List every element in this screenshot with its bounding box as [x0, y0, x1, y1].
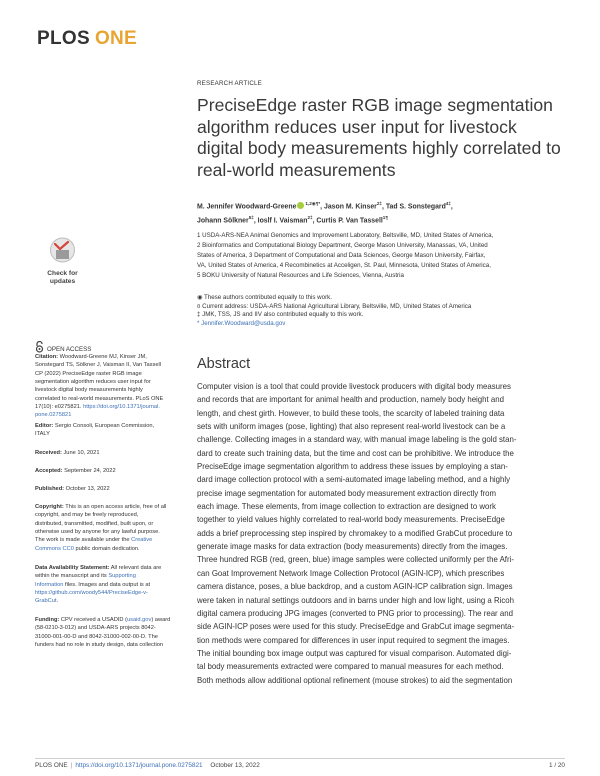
- abstract-line: precise image segmentation for automated body measurement extraction directly from: [197, 488, 497, 498]
- article-title: PreciseEdge raster RGB image segmentation algorithm reduces user input for livestock digital body measurements highly correlated to real-world measurements: [197, 95, 561, 180]
- funding-block: [35, 616, 170, 649]
- author-affiliation-marks: 2‡: [307, 214, 313, 220]
- affiliation-line: 5 BOKU University of Natural Resources and Life Sciences, Vienna, Austria: [197, 272, 404, 279]
- abstract-line: together to yield values highly correlated to real-world body measurements. PreciseEdge: [197, 515, 505, 525]
- footer-separator: [206, 762, 208, 769]
- footer-separator: |: [70, 762, 73, 769]
- journal-logo-one: ONE: [94, 28, 138, 49]
- journal-logo: [37, 28, 137, 50]
- check-for-updates-label[interactable]: [35, 270, 90, 286]
- author-name[interactable]: , Ioslf I. Vaisman: [253, 217, 308, 225]
- open-access: [35, 341, 91, 353]
- page-footer: [35, 762, 260, 769]
- journal-logo-plos: PLOS: [37, 28, 90, 49]
- received-value: June 10, 2021: [61, 450, 100, 456]
- citation-label: Citation:: [35, 354, 59, 360]
- copyright-text: distributed, transmitted, modified, built upon, or: [35, 520, 154, 527]
- note-current-address: ¤ Current address: USDA-ARS National Agricultural Library, Beltsville, MD, United States of America: [197, 302, 472, 310]
- affiliation-line: 1 USDA-ARS-NEA Animal Genomics and Improvement Laboratory, Beltsville, MD, United States of America,: [197, 232, 494, 239]
- author-affiliation-marks: 5‡: [248, 214, 254, 220]
- check-for-updates-icon[interactable]: [35, 236, 90, 296]
- accepted-date: [35, 467, 170, 475]
- affiliation-line: 2 Bioinformatics and Computational Biology Department, George Mason University, Manassas, VA, United: [197, 242, 488, 249]
- abstract-line: Computer vision is a tool that could provide livestock producers with digital body measures: [197, 382, 511, 391]
- abstract-line: were taken in natural settings outdoors and in barns under high and low light, using a Ricoh: [197, 595, 514, 605]
- open-access-label: OPEN ACCESS: [47, 346, 92, 353]
- abstract-line: generate image masks for data extraction (body measurements) directly from the images.: [197, 542, 508, 552]
- funding-text: CPV received a USADID (: [59, 617, 127, 623]
- abstract-heading: Abstract: [197, 356, 251, 372]
- affiliation-line: States of America, 3 Department of Computational and Data Sciences, George Mason University, Fairfax,: [197, 252, 486, 259]
- accepted-value: September 24, 2022: [62, 468, 116, 474]
- abstract-line: tal body measurements extracted were compared to manual measures for each method.: [197, 662, 504, 672]
- footer-date: October 13, 2022: [210, 762, 260, 769]
- funding-text: 31000-001-00-D and 8042-31000-002-00-D. The: [35, 633, 158, 640]
- editor-text: ITALY: [35, 431, 50, 438]
- published-date: [35, 485, 170, 493]
- received-date: [35, 449, 170, 457]
- abstract-line: camera distance, poses, a blue backdrop, and a custom AGIN-ICP calibration sign. Images: [197, 582, 513, 592]
- copyright-block: [35, 503, 170, 553]
- data-availability-block: [35, 564, 170, 606]
- abstract-line: dard image collection protocol with a semi-automated image labeling method, and a highly: [197, 475, 511, 485]
- citation-text: Woodward-Greene MJ, Kinser JM,: [58, 354, 147, 360]
- copyright-text: otherwise used by anyone for any lawful purpose.: [35, 529, 160, 536]
- copyright-text: public domain dedication.: [73, 545, 140, 552]
- author-name[interactable]: , Curtis P. Van Tassell: [312, 217, 383, 225]
- data-availability-text: All relevant data are: [109, 565, 162, 571]
- copyright-label: Copyright:: [35, 504, 64, 510]
- note-equal-contribution: ◉ These authors contributed equally to this work.: [197, 294, 332, 301]
- author-affiliation-marks: 2‡: [376, 201, 382, 206]
- abstract-line: The initial bounding box image output was captured for visual comparison. Automated digi-: [197, 648, 512, 658]
- author-affiliation-marks: 1,2◉¶*: [305, 201, 321, 206]
- citation-text: Sonstegard TS, Sölkner J, Vaisman II, Van Tassell: [35, 362, 162, 369]
- citation-text: segmentation algorithm reduces user input for: [35, 379, 151, 386]
- author-name[interactable]: , Tad S. Sonstegard: [381, 203, 446, 211]
- funding-label: Funding:: [35, 617, 60, 623]
- funding-text: ) award: [151, 617, 171, 623]
- footer-doi-link[interactable]: https://doi.org/10.1371/journal.pone.0275821: [75, 762, 203, 769]
- editor-text: Sergio Consoli, European Commission,: [53, 423, 155, 429]
- author-list: [197, 199, 567, 227]
- footer-divider: [35, 758, 565, 759]
- citation-block: [35, 353, 170, 420]
- citation-text: correlated to real-world measurements. PLoS ONE: [35, 395, 164, 402]
- abstract-line: tion methods were compared for differences in user input required to segment the images.: [197, 635, 510, 645]
- author-affiliation-marks: 1¶: [382, 214, 388, 220]
- abstract-line: sets with uniform images (pose, lighting) that also represent real-world livestock can be a: [197, 422, 506, 432]
- author-name[interactable]: , Jason M. Kinser: [320, 203, 377, 211]
- abstract-body: [197, 380, 567, 687]
- note-also-equal: ‡ JMK, TSS, JS and IIV also contributed equally to this work.: [197, 311, 364, 319]
- editor-block: [35, 422, 170, 439]
- corresponding-email-link[interactable]: * Jennifer.Woodward@usda.gov: [197, 319, 286, 327]
- funding-text: (58-0210-3-012) and USDA-ARS projects 8042-: [35, 625, 156, 632]
- copyright-text: This is an open access article, free of all: [63, 504, 167, 510]
- citation-text: 17(10): e0275821.: [35, 404, 84, 411]
- abstract-line: PreciseEdge image segmentation algorithm to address these issues by employing a stan-: [197, 462, 508, 472]
- citation-text: CP (2022) PreciseEdge raster RGB image: [35, 370, 142, 377]
- abstract-line: adds a brief preprocessing step inspired by chromakey to a modified GrabCut procedure to: [197, 528, 513, 538]
- author-name[interactable]: Johann Sölkner: [197, 217, 249, 225]
- supporting-information-link[interactable]: Supporting: [108, 573, 136, 580]
- data-availability-text: files. Images and data output is at: [63, 581, 151, 588]
- author-line-1: [197, 199, 567, 213]
- author-line-2: [197, 213, 567, 227]
- affiliation-line: VA, United States of America, 4 Recombinetics at Acceligen, St. Paul, Minnesota, United States of America,: [197, 262, 491, 269]
- article-type: RESEARCH ARTICLE: [197, 80, 262, 87]
- page-number: 1 / 20: [549, 762, 565, 769]
- usaid-link[interactable]: usaid.gov: [126, 617, 152, 623]
- citation-doi-link[interactable]: https://doi.org/10.1371/journal.: [83, 404, 160, 411]
- abstract-line: dard to create such training data, but the time and cost can be prohibitive. We introduce the: [197, 448, 514, 458]
- data-availability-text: .: [56, 598, 59, 605]
- affiliations: [197, 231, 567, 281]
- data-availability-text: within the manuscript and its: [35, 573, 109, 580]
- copyright-text: The work is made available under the: [35, 537, 132, 544]
- badge-line: updates: [49, 278, 76, 285]
- published-value: October 13, 2022: [64, 486, 110, 492]
- citation-text: livestock digital body measurements highly: [35, 387, 143, 394]
- supporting-information-link[interactable]: Information: [35, 581, 64, 588]
- abstract-line: length, and chest girth. However, to build these tools, the scarcity of labeled training data: [197, 408, 505, 418]
- abstract-line: each image. These elements, from image collection to extraction are designed to work: [197, 502, 496, 512]
- abstract-line: can Goat Improvement Network Image Collection Protocol (AGIN-ICP), which prescribes: [197, 568, 505, 578]
- creative-commons-link[interactable]: Creative: [131, 537, 153, 544]
- abstract-line: Both methods allow additional optional refinement (mouse strokes) to aid the segmentation: [197, 675, 513, 685]
- author-name[interactable]: M. Jennifer Woodward-Greene: [197, 203, 297, 211]
- abstract-line: digital camera producing JPG images (converted to PNG prior to processing). The rear and: [197, 608, 513, 618]
- received-label: Received:: [35, 450, 62, 456]
- author-separator: ,: [450, 203, 453, 211]
- published-label: Published:: [35, 486, 65, 492]
- abstract-line: side AGIN-ICP poses were used for this study. PreciseEdge and GrabCut image segmenta-: [197, 622, 515, 632]
- orcid-icon[interactable]: [297, 202, 304, 209]
- abstract-line: and records that are important for animal health and production, namely body height and: [197, 395, 504, 405]
- github-link[interactable]: GrabCut: [35, 598, 57, 605]
- author-affiliation-marks: 4‡: [445, 201, 451, 206]
- abstract-line: Three hundred RGB (red, green, blue) image samples were collected uniformly per the Afri-: [197, 555, 514, 565]
- badge-line: Check for: [47, 270, 78, 277]
- open-access-lock-icon: [35, 341, 44, 353]
- github-link[interactable]: https://github.com/woody544/PreciseEdge-v-: [35, 590, 148, 597]
- abstract-line: challenge. Collecting images in a standard way, with manual image labeling is the gold stan-: [197, 435, 517, 445]
- funding-text: funders had no role in study design, data collection: [35, 642, 164, 649]
- author-notes: [197, 294, 567, 328]
- data-availability-label: Data Availability Statement:: [35, 565, 110, 571]
- creative-commons-link[interactable]: Commons CC0: [35, 545, 74, 552]
- citation-doi-link[interactable]: pone.0275821: [35, 412, 72, 419]
- accepted-label: Accepted:: [35, 468, 63, 474]
- editor-label: Editor:: [35, 423, 54, 429]
- copyright-text: copyright, and may be freely reproduced,: [35, 512, 139, 519]
- footer-journal: PLOS ONE: [35, 762, 68, 769]
